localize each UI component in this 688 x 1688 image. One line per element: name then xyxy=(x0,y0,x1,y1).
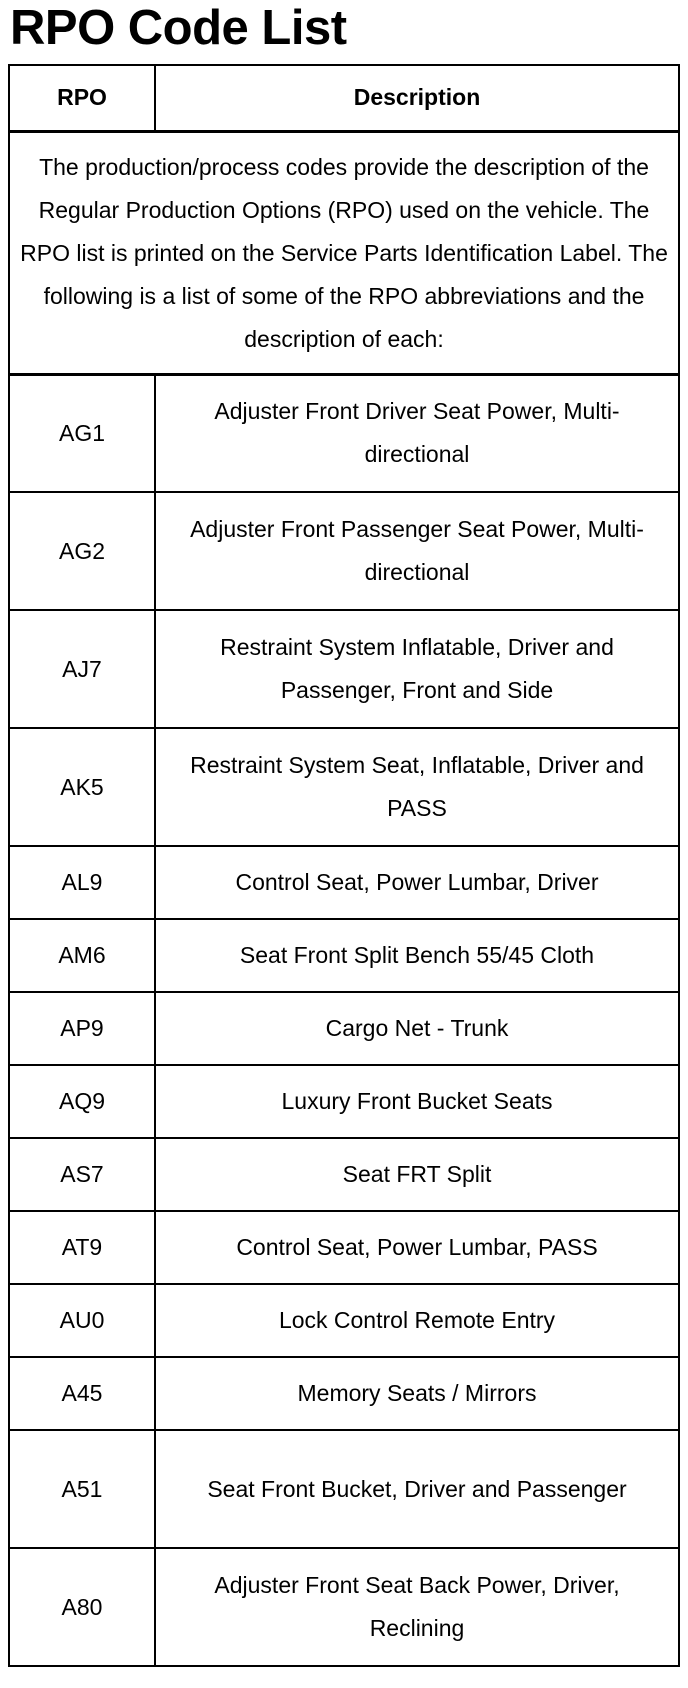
table-row xyxy=(9,492,679,610)
intro-text: The production/process codes provide the description of the Regular Production Options (RPO) used on the vehicle. The RPO list is printed on the Service Parts Identification Label. The following is a list of some of the RPO abbreviations and the description of each: xyxy=(9,131,679,374)
rpo-description: Adjuster Front Passenger Seat Power, Multi-directional xyxy=(155,492,679,610)
rpo-code: AS7 xyxy=(9,1138,155,1211)
table-row xyxy=(9,919,679,992)
rpo-code: A45 xyxy=(9,1357,155,1430)
rpo-description: Seat Front Bucket, Driver and Passenger xyxy=(155,1430,679,1548)
rpo-description: Adjuster Front Seat Back Power, Driver, Reclining xyxy=(155,1548,679,1666)
table-row xyxy=(9,728,679,846)
page-title: RPO Code List xyxy=(10,1,347,55)
rpo-code: AP9 xyxy=(9,992,155,1065)
rpo-description: Memory Seats / Mirrors xyxy=(155,1357,679,1430)
rpo-code: A80 xyxy=(9,1548,155,1666)
table-row xyxy=(9,1065,679,1138)
rpo-code: AG1 xyxy=(9,374,155,492)
rpo-code: AK5 xyxy=(9,728,155,846)
rpo-description: Restraint System Inflatable, Driver and Passenger, Front and Side xyxy=(155,610,679,728)
rpo-description: Seat FRT Split xyxy=(155,1138,679,1211)
rpo-code: A51 xyxy=(9,1430,155,1548)
rpo-description: Luxury Front Bucket Seats xyxy=(155,1065,679,1138)
column-header-rpo: RPO xyxy=(9,65,155,131)
rpo-description: Control Seat, Power Lumbar, PASS xyxy=(155,1211,679,1284)
table-row xyxy=(9,1284,679,1357)
rpo-description: Cargo Net - Trunk xyxy=(155,992,679,1065)
rpo-code: AM6 xyxy=(9,919,155,992)
rpo-description: Lock Control Remote Entry xyxy=(155,1284,679,1357)
rpo-description: Restraint System Seat, Inflatable, Driver and PASS xyxy=(155,728,679,846)
rpo-code: AQ9 xyxy=(9,1065,155,1138)
rpo-code-table xyxy=(8,64,680,1667)
table-row xyxy=(9,374,679,492)
table-header-row xyxy=(9,65,679,131)
rpo-code: AT9 xyxy=(9,1211,155,1284)
table-row xyxy=(9,1357,679,1430)
table-row xyxy=(9,992,679,1065)
table-row xyxy=(9,610,679,728)
rpo-code: AU0 xyxy=(9,1284,155,1357)
rpo-description: Adjuster Front Driver Seat Power, Multi-directional xyxy=(155,374,679,492)
rpo-code: AG2 xyxy=(9,492,155,610)
table-row xyxy=(9,846,679,919)
table-row xyxy=(9,1430,679,1548)
table-row xyxy=(9,1211,679,1284)
rpo-description: Control Seat, Power Lumbar, Driver xyxy=(155,846,679,919)
intro-row xyxy=(9,131,679,374)
rpo-code: AJ7 xyxy=(9,610,155,728)
column-header-description: Description xyxy=(155,65,679,131)
table-row xyxy=(9,1548,679,1666)
table-row xyxy=(9,1138,679,1211)
rpo-code: AL9 xyxy=(9,846,155,919)
rpo-description: Seat Front Split Bench 55/45 Cloth xyxy=(155,919,679,992)
